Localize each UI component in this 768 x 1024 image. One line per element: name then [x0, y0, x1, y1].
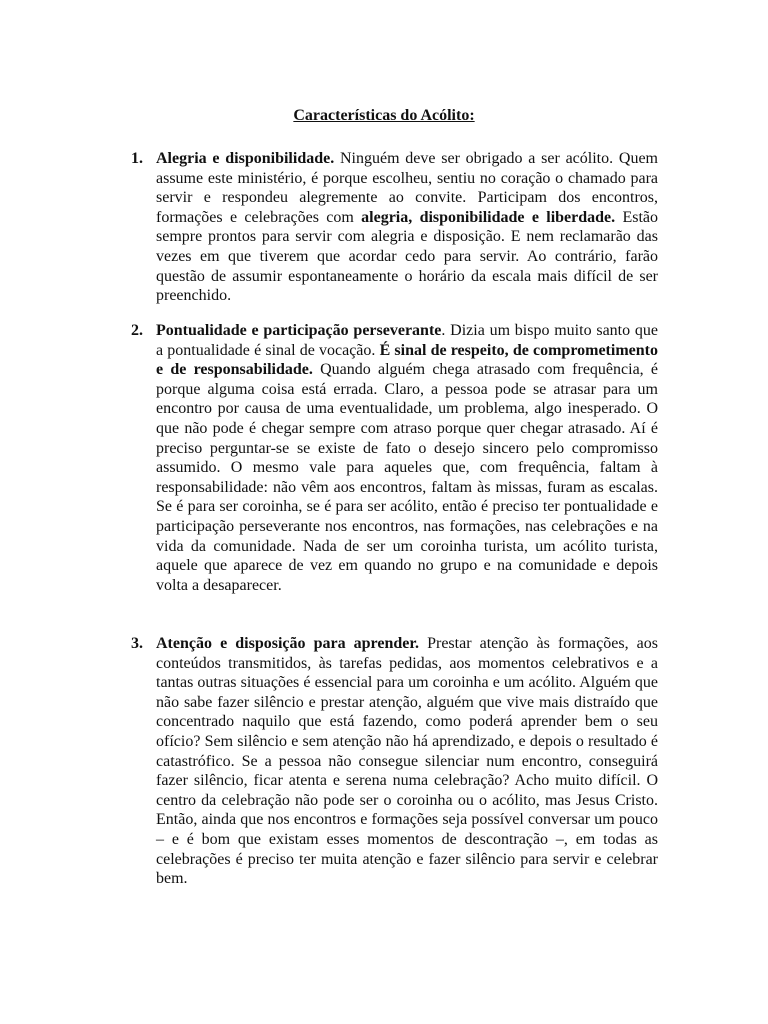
item-text: Prestar atenção às formações, aos conteúdos transmitidos, às tarefas pedidas, aos momentos celebrativos e a tantas outras situações é essencial para um coroinha e um acólito. Alguém que não sabe fazer silêncio e prestar atenção, alguém que vive mais distraído que concentrado naquilo que está fazendo, como poderá aprender bem o seu ofício? Sem silêncio e sem atenção não há aprendizado, e depois o resultado é catastrófico. Se a pessoa não consegue silenciar num encontro, conseguirá fazer silêncio, ficar atenta e serena numa celebração? Acho muito difícil. O centro da celebração não pode ser o coroinha ou o acólito, mas Jesus Cristo. Então, ainda que nos encontros e formações seja possível conversar um pouco – e é bom que existam esses momentos de descontração –, em todas as celebrações é preciso ter muita atenção e fazer silêncio para servir e celebrar bem.	[156, 635, 659, 888]
item-text: . Dizia um bispo muito santo que a pontualidade é sinal de vocação.	[156, 322, 658, 359]
item-heading: Atenção e disposição para aprender.	[156, 635, 420, 652]
item-bold-text: alegria, disponibilidade e liberdade.	[361, 208, 616, 226]
item-text: Estão sempre prontos para servir com alegria e disposição. E nem reclamarão das vezes em que tiverem que acordar cedo para servir. Ao contrário, farão questão de assumir espontaneamente o horário da escala mais difícil de ser preenchido.	[156, 208, 659, 305]
item-bold-text: É sinal de respeito, de comprometimento e de responsabilidade.	[156, 341, 658, 379]
item-number: 3.	[131, 635, 143, 652]
item-number: 2.	[131, 322, 143, 339]
list-item	[131, 634, 659, 889]
list-item	[131, 149, 659, 306]
item-heading: Alegria e disponibilidade.	[156, 150, 335, 167]
item-text: Quando alguém chega atrasado com frequência, é porque alguma coisa está errada. Claro, a pessoa pode se atrasar para um encontro por causa de uma eventualidade, um problema, algo inesperado. O que não pode é chegar sempre com atraso porque quer chegar atrasado. Aí é preciso perguntar-se se existe de fato o desejo sincero pelo compromisso assumido. O mesmo vale para aqueles que, com frequência, faltam à responsabilidade: não vêm aos encontros, faltam às missas, furam as escalas. Se é para ser coroinha, se é para ser acólito, então é preciso ter pontualidade e participação perseverante nos encontros, nas formações, nas celebrações e na vida da comunidade. Nada de ser um coroinha turista, um acólito turista, aquele que aparece de vez em quando no grupo e na comunidade e depois volta a desaparecer.	[156, 361, 659, 594]
item-text: Ninguém deve ser obrigado a ser acólito. Quem assume este ministério, é porque escolheu, sentiu no coração o chamado para servir e respondeu alegremente ao convite. Participam dos encontros, formações e celebrações com	[156, 150, 658, 226]
document-title: Características do Acólito:	[293, 107, 475, 124]
list-item	[131, 321, 659, 595]
item-heading: Pontualidade e participação perseverante	[156, 322, 442, 339]
item-number: 1.	[131, 150, 143, 167]
